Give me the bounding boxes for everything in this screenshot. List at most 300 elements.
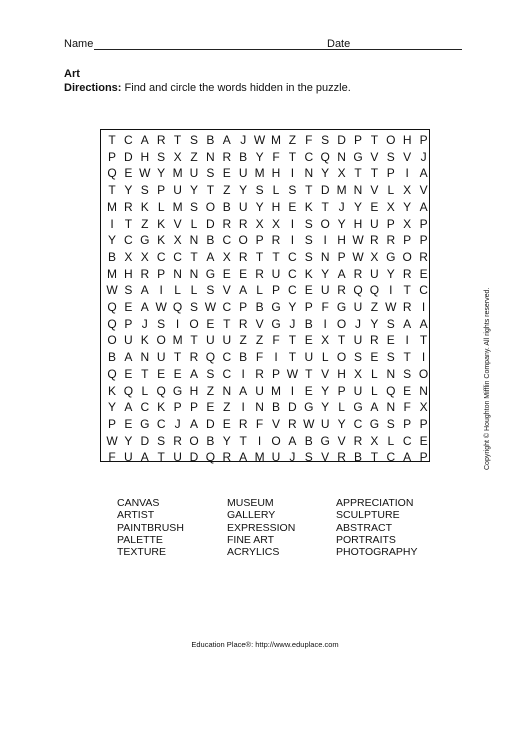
puzzle-letter: O [336, 350, 347, 365]
puzzle-letter: S [386, 350, 395, 365]
puzzle-letter: E [419, 433, 428, 448]
puzzle-letter: T [370, 450, 379, 465]
puzzle-letter: H [402, 133, 412, 147]
puzzle-letter: U [353, 333, 363, 348]
puzzle-letter: E [239, 266, 248, 281]
puzzle-letter: A [124, 350, 133, 365]
puzzle-letter: P [419, 133, 428, 147]
puzzle-letter: A [239, 283, 248, 298]
puzzle-letter: Q [107, 366, 117, 381]
puzzle-letter: K [157, 216, 166, 231]
puzzle-letter: Q [107, 300, 117, 314]
puzzle-letter: P [255, 233, 264, 248]
puzzle-letter: N [353, 183, 363, 198]
puzzle-letter: R [370, 233, 379, 248]
puzzle-letter: I [405, 166, 409, 181]
puzzle-letter: T [403, 283, 411, 298]
puzzle-letter: E [304, 283, 313, 298]
word-list-item: APPRECIATION [336, 497, 414, 509]
puzzle-letter: Z [223, 183, 231, 198]
puzzle-letter: A [419, 316, 428, 331]
puzzle-letter: Q [353, 283, 363, 298]
puzzle-letter: H [337, 233, 346, 248]
puzzle-letter: L [141, 383, 149, 398]
puzzle-letter: U [124, 333, 133, 348]
puzzle-letter: E [124, 366, 133, 381]
puzzle-letter: X [321, 333, 330, 348]
puzzle-letter: K [157, 400, 166, 415]
word-list-item: SCULPTURE [336, 509, 400, 522]
directions-text: Find and circle the words hidden in the puzzle. [124, 82, 351, 94]
puzzle-letter: S [304, 216, 313, 231]
puzzle-letter: U [353, 383, 363, 398]
puzzle-letter: R [402, 266, 412, 281]
puzzle-letter: C [402, 433, 412, 448]
puzzle-letter: O [320, 216, 330, 231]
puzzle-letter: E [124, 300, 133, 314]
puzzle-letter: K [157, 233, 166, 248]
puzzle-letter: O [418, 366, 429, 381]
puzzle-letter: C [386, 450, 396, 465]
puzzle-letter: R [370, 333, 379, 348]
puzzle-letter: I [290, 166, 295, 181]
puzzle-letter: H [140, 149, 150, 164]
puzzle-letter: C [222, 233, 232, 248]
puzzle-letter: A [140, 283, 149, 298]
word-list-item: CANVAS [117, 497, 160, 509]
directions [64, 82, 351, 94]
puzzle-letter: R [238, 416, 248, 431]
puzzle-letter: G [353, 400, 363, 415]
puzzle-letter: L [371, 366, 378, 381]
puzzle-letter: M [271, 383, 281, 398]
puzzle-letter: P [271, 366, 280, 381]
puzzle-letter: T [124, 216, 133, 231]
puzzle-letter: R [140, 266, 150, 281]
puzzle-letter: Y [255, 199, 264, 214]
puzzle-letter: M [107, 199, 117, 214]
puzzle-letter: E [386, 333, 395, 348]
puzzle-letter: L [190, 283, 198, 298]
puzzle-letter: S [304, 249, 313, 264]
puzzle-letter: J [141, 316, 148, 331]
puzzle-letter: Y [353, 199, 362, 214]
puzzle-letter: G [304, 400, 314, 415]
puzzle-letter: S [157, 433, 166, 448]
puzzle-letter: T [305, 366, 313, 381]
puzzle-letter: H [337, 366, 346, 381]
puzzle-letter: S [386, 416, 395, 431]
puzzle-letter: C [288, 249, 297, 264]
puzzle-letter: Q [386, 383, 396, 398]
puzzle-letter: U [271, 266, 281, 281]
puzzle-letter: C [156, 249, 166, 264]
puzzle-letter: Y [189, 183, 198, 198]
puzzle-letter: E [206, 400, 215, 415]
puzzle-letter: N [189, 266, 199, 281]
puzzle-row [101, 150, 431, 165]
puzzle-letter: R [238, 216, 248, 231]
puzzle-letter: W [286, 366, 299, 381]
puzzle-letter: D [320, 183, 330, 198]
puzzle-letter: S [140, 183, 149, 198]
puzzle-letter: V [271, 416, 280, 431]
puzzle-letter: T [173, 133, 182, 147]
puzzle-letter: R [222, 450, 232, 465]
puzzle-letter: Y [337, 216, 346, 231]
puzzle-letter: L [190, 216, 198, 231]
puzzle-letter: Y [321, 166, 330, 181]
puzzle-letter: X [271, 216, 280, 231]
puzzle-row [101, 367, 431, 382]
puzzle-row [101, 333, 431, 348]
puzzle-letter: F [108, 450, 116, 465]
puzzle-letter: U [370, 266, 379, 281]
puzzle-letter: T [255, 249, 264, 264]
puzzle-letter: M [172, 166, 183, 181]
puzzle-letter: N [419, 383, 428, 398]
puzzle-letter: Y [337, 416, 346, 431]
puzzle-letter: I [241, 366, 245, 381]
puzzle-letter: G [353, 149, 363, 164]
puzzle-letter: G [140, 416, 150, 431]
puzzle-letter: T [272, 249, 280, 264]
puzzle-letter: Y [157, 166, 166, 181]
puzzle-letter: S [124, 283, 133, 298]
puzzle-letter: J [240, 133, 247, 147]
puzzle-letter: V [370, 183, 379, 198]
puzzle-letter: C [222, 300, 232, 314]
puzzle-letter: L [338, 400, 345, 415]
puzzle-letter: R [288, 416, 297, 431]
puzzle-letter: T [321, 199, 329, 214]
word-column [117, 497, 184, 558]
puzzle-letter: T [288, 149, 297, 164]
puzzle-letter: R [271, 233, 281, 248]
puzzle-letter: I [175, 316, 180, 331]
puzzle-letter: W [352, 249, 364, 264]
puzzle-letter: V [419, 183, 428, 198]
puzzle-letter: A [140, 300, 149, 314]
puzzle-letter: E [157, 366, 166, 381]
header-row [64, 38, 464, 54]
puzzle-letter: U [173, 183, 182, 198]
puzzle-letter: E [124, 416, 133, 431]
puzzle-letter: E [403, 383, 412, 398]
puzzle-letter: M [271, 133, 281, 147]
word-list-item: ARTIST [117, 509, 155, 522]
puzzle-letter: D [206, 216, 215, 231]
puzzle-row [101, 183, 431, 198]
puzzle-letter: R [419, 249, 428, 264]
puzzle-letter: R [386, 233, 396, 248]
puzzle-letter: Z [141, 216, 149, 231]
puzzle-letter: J [355, 316, 361, 331]
word-list-item: PHOTOGRAPHY [336, 546, 418, 559]
puzzle-letter: P [386, 216, 395, 231]
puzzle-letter: V [337, 433, 346, 448]
puzzle-letter: P [419, 233, 428, 248]
puzzle-letter: B [107, 350, 116, 365]
puzzle-letter: W [253, 133, 266, 147]
puzzle-letter: A [206, 249, 215, 264]
puzzle-letter: C [140, 400, 150, 415]
puzzle-letter: N [140, 350, 150, 365]
puzzle-letter: I [405, 333, 409, 348]
puzzle-letter: S [189, 300, 198, 314]
puzzle-letter: K [140, 333, 149, 348]
puzzle-letter: T [141, 366, 149, 381]
puzzle-letter: O [107, 333, 117, 348]
puzzle-letter: N [206, 149, 215, 164]
puzzle-letter: P [107, 416, 116, 431]
puzzle-letter: A [239, 383, 248, 398]
puzzle-letter: A [124, 400, 133, 415]
puzzle-letter: Z [370, 300, 379, 314]
puzzle-letter: E [124, 166, 133, 181]
puzzle-row [101, 166, 431, 181]
puzzle-letter: B [239, 149, 248, 164]
puzzle-letter: S [157, 316, 166, 331]
puzzle-letter: P [419, 450, 428, 465]
puzzle-letter: Q [107, 166, 117, 181]
puzzle-letter: V [321, 366, 330, 381]
puzzle-letter: C [124, 133, 133, 147]
puzzle-letter: Y [107, 233, 116, 248]
word-list-item: MUSEUM [227, 497, 274, 509]
puzzle-letter: Z [239, 333, 247, 348]
puzzle-letter: Q [107, 316, 117, 331]
puzzle-letter: G [386, 249, 396, 264]
puzzle-letter: N [173, 266, 182, 281]
puzzle-letter: T [288, 333, 297, 348]
puzzle-letter: S [206, 166, 215, 181]
puzzle-letter: R [222, 216, 232, 231]
puzzle-letter: T [354, 166, 362, 181]
puzzle-letter: Y [321, 383, 330, 398]
puzzle-letter: E [370, 350, 379, 365]
puzzle-row [101, 217, 431, 232]
puzzle-letter: R [353, 433, 363, 448]
footer-credit: Education Place®: http://www.eduplace.com [191, 640, 339, 649]
puzzle-letter: S [386, 316, 395, 331]
puzzle-letter: I [159, 283, 163, 298]
word-list-item: PAINTBRUSH [117, 521, 184, 534]
puzzle-letter: F [272, 149, 280, 164]
puzzle-letter: O [189, 316, 199, 331]
puzzle-letter: G [205, 266, 216, 281]
puzzle-letter: E [222, 166, 231, 181]
puzzle-letter: U [222, 333, 232, 348]
puzzle-letter: B [255, 300, 264, 314]
puzzle-letter: B [206, 433, 215, 448]
puzzle-letter: U [271, 450, 281, 465]
puzzle-letter: G [320, 433, 330, 448]
date-line [354, 49, 462, 50]
puzzle-letter: U [320, 416, 330, 431]
puzzle-letter: Q [205, 450, 216, 465]
puzzle-letter: Y [124, 433, 133, 448]
puzzle-letter: X [403, 216, 412, 231]
puzzle-row [101, 384, 431, 399]
puzzle-letter: Y [403, 199, 412, 214]
puzzle-letter: X [173, 233, 182, 248]
puzzle-letter: Z [288, 133, 297, 147]
puzzle-letter: N [189, 233, 199, 248]
puzzle-row [101, 283, 431, 298]
puzzle-letter: P [239, 300, 248, 314]
puzzle-letter: Z [206, 383, 215, 398]
puzzle-letter: A [337, 266, 346, 281]
puzzle-letter: W [204, 300, 217, 314]
puzzle-letter: N [320, 249, 330, 264]
puzzle-letter: D [288, 400, 297, 415]
puzzle-letter: G [271, 300, 281, 314]
puzzle-letter: T [239, 433, 247, 448]
puzzle-letter: R [255, 366, 264, 381]
puzzle-letter: F [321, 300, 329, 314]
puzzle-letter: N [255, 400, 264, 415]
puzzle-letter: T [108, 183, 116, 198]
puzzle-letter: I [290, 216, 295, 231]
puzzle-letter: P [173, 400, 182, 415]
word-list-item: FINE ART [227, 533, 275, 546]
puzzle-letter: B [353, 450, 362, 465]
puzzle-letter: U [206, 333, 215, 348]
puzzle-letter: E [288, 199, 297, 214]
puzzle-letter: M [336, 183, 347, 198]
puzzle-letter: X [255, 216, 264, 231]
puzzle-letter: P [271, 283, 280, 298]
puzzle-letter: N [386, 366, 396, 381]
puzzle-letter: K [304, 266, 313, 281]
puzzle-letter: M [172, 199, 183, 214]
puzzle-letter: R [255, 266, 264, 281]
puzzle-letter: R [238, 249, 248, 264]
puzzle-letter: R [124, 199, 133, 214]
puzzle-letter: U [124, 450, 133, 465]
puzzle-letter: B [206, 133, 215, 147]
puzzle-letter: O [238, 233, 248, 248]
puzzle-letter: U [173, 450, 182, 465]
puzzle-letter: K [107, 383, 116, 398]
puzzle-letter: F [305, 133, 313, 147]
puzzle-letter: T [206, 183, 215, 198]
puzzle-letter: I [241, 400, 245, 415]
puzzle-letter: I [274, 350, 278, 365]
puzzle-letter: T [419, 333, 428, 348]
puzzle-letter: Y [239, 183, 248, 198]
puzzle-letter: C [353, 416, 363, 431]
puzzle-letter: C [304, 149, 314, 164]
puzzle-letter: I [110, 216, 114, 231]
puzzle-row [101, 233, 431, 248]
puzzle-letter: Q [205, 350, 216, 365]
puzzle-letter: O [271, 433, 281, 448]
puzzle-letter: X [403, 183, 412, 198]
puzzle-letter: G [336, 300, 347, 314]
puzzle-letter: L [371, 383, 378, 398]
puzzle-letter: I [257, 433, 262, 448]
puzzle-letter: J [420, 149, 427, 164]
puzzle-letter: X [386, 199, 395, 214]
puzzle-letter: Q [320, 149, 330, 164]
puzzle-letter: S [386, 149, 395, 164]
puzzle-letter: F [255, 416, 264, 431]
puzzle-letter: L [174, 283, 181, 298]
puzzle-letter: I [290, 383, 295, 398]
puzzle-letter: D [337, 133, 346, 147]
puzzle-letter: D [140, 433, 150, 448]
puzzle-letter: E [370, 199, 379, 214]
puzzle-letter: T [108, 133, 116, 147]
puzzle-letter: B [304, 316, 313, 331]
date-label: Date [327, 38, 351, 50]
puzzle-row [101, 450, 431, 465]
puzzle-letter: O [402, 249, 412, 264]
puzzle-letter: C [288, 283, 297, 298]
puzzle-letter: S [403, 366, 412, 381]
puzzle-letter: D [189, 450, 199, 465]
puzzle-letter: U [238, 199, 248, 214]
puzzle-letter: Z [223, 400, 231, 415]
puzzle-row [101, 417, 431, 432]
puzzle-letter: F [272, 333, 280, 348]
puzzle-letter: W [155, 300, 167, 314]
puzzle-letter: G [172, 383, 183, 398]
puzzle-letter: J [289, 316, 296, 331]
puzzle-letter: A [189, 416, 198, 431]
puzzle-letter: S [288, 183, 297, 198]
puzzle-letter: A [222, 133, 231, 147]
puzzle-letter: Y [124, 183, 133, 198]
word-list-item: PORTRAITS [336, 533, 396, 546]
puzzle-letter: E [222, 266, 231, 281]
puzzle-letter: N [222, 383, 232, 398]
puzzle-letter: P [419, 416, 428, 431]
puzzle-letter: W [385, 300, 397, 314]
puzzle-letter: V [255, 316, 264, 331]
puzzle-letter: T [288, 350, 297, 365]
puzzle-letter: X [337, 166, 346, 181]
puzzle-row [101, 267, 431, 282]
puzzle-letter: W [139, 166, 151, 181]
puzzle-letter: W [352, 233, 364, 248]
puzzle-letter: S [321, 133, 330, 147]
puzzle-letter: P [386, 166, 395, 181]
puzzle-letter: H [189, 383, 199, 398]
puzzle-letter: A [403, 450, 412, 465]
puzzle-letter: A [419, 166, 428, 181]
puzzle-letter: P [337, 383, 346, 398]
puzzle-letter: Y [222, 433, 231, 448]
puzzle-letter: C [156, 416, 166, 431]
puzzle-letter: L [256, 283, 263, 298]
puzzle-letter: V [403, 149, 412, 164]
puzzle-letter: S [206, 283, 215, 298]
puzzle-letter: R [353, 266, 363, 281]
puzzle-letter: C [124, 233, 133, 248]
puzzle-letter: R [173, 433, 182, 448]
puzzle-letter: S [255, 183, 264, 198]
puzzle-letter: O [205, 199, 216, 214]
puzzle-letter: B [271, 400, 280, 415]
puzzle-letter: J [338, 199, 345, 214]
puzzle-row [101, 350, 431, 365]
puzzle-letter: E [206, 316, 215, 331]
puzzle-letter: X [370, 433, 379, 448]
puzzle-letter: U [353, 300, 363, 314]
